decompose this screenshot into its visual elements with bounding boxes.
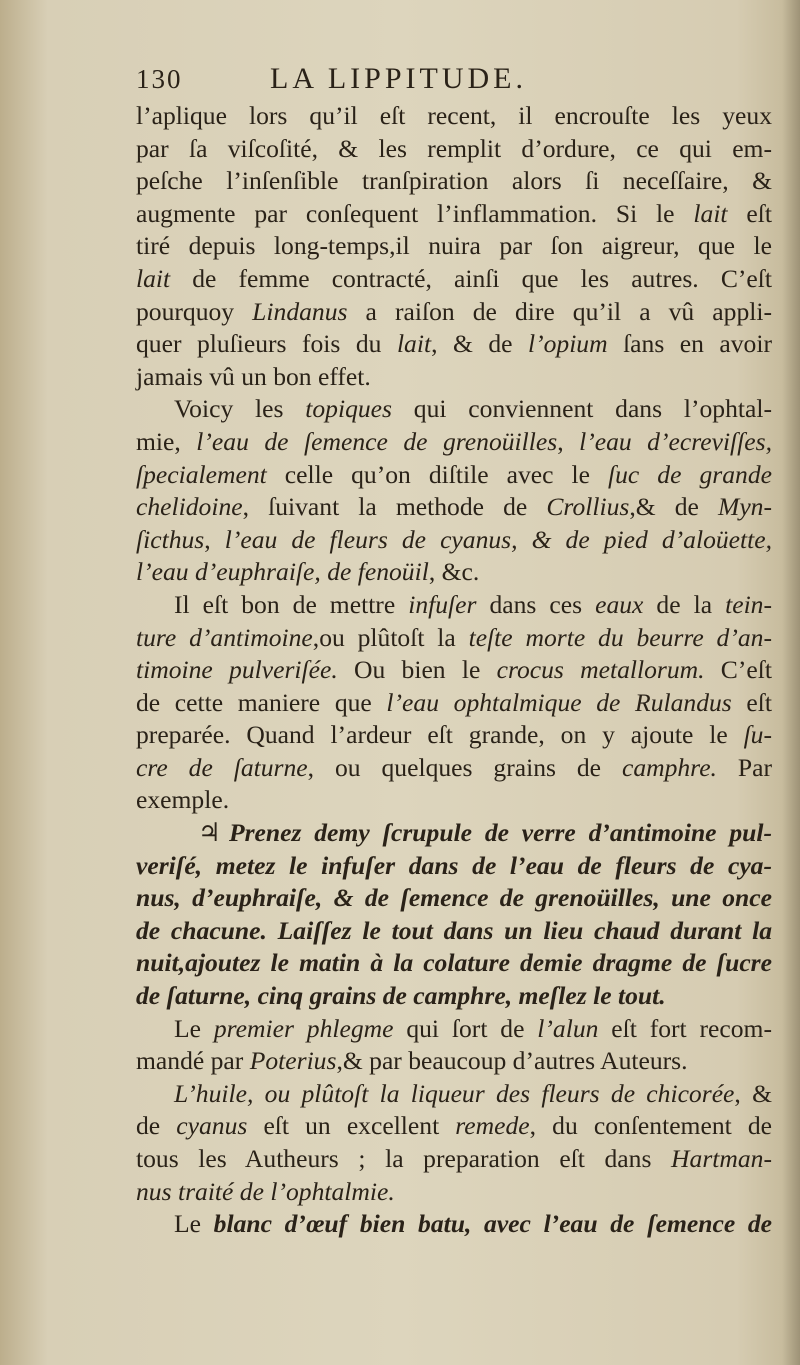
text-line [136, 622, 772, 655]
text-segment: par ſa viſcoſité, & les remplit d’ordure, ce qui em- [136, 133, 772, 163]
text-line [136, 459, 772, 492]
text-segment: l’eau de ſemence de grenoüilles [196, 426, 558, 456]
text-segment: eaux [595, 589, 644, 619]
text-line [136, 426, 772, 459]
text-segment: Il eſt bon de mettre [174, 589, 409, 619]
text-segment: eſt [727, 198, 772, 228]
text-line [136, 524, 772, 557]
text-segment: timoine pulveriſée. [136, 655, 338, 685]
text-line [136, 687, 772, 720]
text-segment: , &c. [428, 557, 480, 587]
text-segment: de chacune. Laiſſez le tout dans un lieu chaud durant la [136, 915, 772, 945]
text-line [136, 100, 772, 133]
text-line [136, 263, 772, 296]
text-line [136, 1045, 772, 1078]
text-line [136, 752, 772, 785]
text-line [136, 1078, 772, 1111]
text-line [136, 328, 772, 361]
text-segment: teſte morte du beurre d’an- [468, 622, 772, 652]
text-segment: blanc d’œuf bien batu, avec l’eau de ſemence de [213, 1209, 772, 1239]
text-segment: pourquoy [136, 296, 253, 326]
text-segment: , du conſentement de [529, 1111, 772, 1141]
text-segment: augmente par conſequent l’inflammation. Si le [136, 198, 694, 228]
text-segment: l’eau de fleurs de cyanus, & de pied d’aloüette, [224, 524, 772, 554]
text-segment: qui ſort de [393, 1013, 538, 1043]
text-segment: lait [396, 329, 432, 359]
text-line [136, 589, 772, 622]
text-segment: , ſuivant la methode de [242, 492, 547, 522]
text-line [136, 1013, 772, 1046]
text-segment: l’eau ophtalmique de Rulandus [386, 687, 732, 717]
text-segment: Ou bien le [337, 655, 497, 685]
text-segment: Prenez demy ſcrupule de verre d’antimoine pul- [228, 818, 772, 848]
text-line [136, 198, 772, 231]
text-line [136, 230, 772, 263]
text-block [136, 62, 772, 1241]
text-segment: Myn- [718, 492, 772, 522]
text-segment: quer pluſieurs fois du [136, 329, 397, 359]
recipe-symbol: ♃ [198, 818, 221, 848]
text-line [136, 882, 772, 915]
text-segment: tous les Autheurs ; la preparation eſt dans [136, 1144, 672, 1173]
text-segment: crocus metallorum. [496, 655, 705, 685]
text-segment: Poterius [249, 1046, 337, 1076]
text-segment: de [136, 1111, 177, 1141]
text-segment: nus traité de l’ophtalmie. [136, 1176, 395, 1206]
text-segment: ,& de [629, 492, 718, 522]
text-segment: l’eau d’ecreviſſes, [579, 426, 772, 456]
text-segment: , [557, 426, 580, 456]
text-line [136, 165, 772, 198]
text-segment: eſt fort recom- [598, 1013, 772, 1043]
text-segment: ſuc de grande [608, 459, 772, 489]
text-line [136, 361, 772, 394]
text-segment: ,ou plûtoſt la [312, 622, 469, 652]
text-segment: , & [734, 1078, 772, 1108]
text-segment: ture d’antimoine [136, 622, 313, 652]
text-line [136, 1208, 772, 1241]
text-segment: ſans en avoir [607, 329, 772, 359]
text-segment: L’huile, ou plûtoſt la liqueur des fleurs de chicorée [174, 1078, 735, 1108]
text-line [136, 1176, 772, 1209]
text-segment: de cette maniere que [136, 687, 387, 717]
text-segment: tein- [725, 589, 772, 619]
text-segment: ſicthus [136, 524, 205, 554]
text-segment: cyanus [176, 1111, 248, 1141]
text-segment: veriſé, metez le infuſer dans de l’eau de fleurs de cya- [136, 850, 772, 880]
text-segment: peſche l’inſenſible tranſpiration alors ſi neceſſaire, & [136, 166, 772, 196]
text-segment: lait [136, 263, 171, 293]
text-line [136, 296, 772, 329]
text-segment: eſt [731, 687, 772, 717]
text-segment: , & de [431, 329, 528, 359]
text-segment: nus, d’euphraiſe, & de ſemence de grenoüilles, une once [136, 883, 772, 913]
text-line [136, 719, 772, 752]
text-line [136, 133, 772, 166]
text-line [136, 393, 772, 426]
text-line [136, 654, 772, 687]
text-segment: camphre. [621, 752, 717, 782]
text-segment: Hartman- [671, 1144, 772, 1173]
text-segment: mandé par [136, 1046, 250, 1076]
text-segment: de ſaturne, cinq grains de camphre, meſlez le tout. [136, 981, 666, 1011]
running-head [136, 62, 772, 100]
page-number: 130 [136, 64, 183, 94]
text-line [136, 947, 772, 980]
text-line [136, 980, 772, 1013]
text-segment: nuit,ajoutez le matin à la colature demie dragme de ſucre [136, 948, 772, 978]
text-segment: eſt un excellent [247, 1111, 456, 1141]
text-segment: Par [716, 752, 773, 782]
text-line [136, 1143, 772, 1176]
text-segment: ſu- [743, 720, 772, 750]
text-segment: dans ces [476, 589, 596, 619]
text-segment: preparée. Quand l’ardeur eſt grande, on y ajoute le [136, 720, 744, 750]
text-line [136, 850, 772, 883]
text-segment: remede [455, 1111, 530, 1141]
text-line [136, 784, 772, 817]
text-segment: a raiſon de dire qu’il a vû appli- [347, 296, 772, 326]
running-title: LA LIPPITUDE. [270, 62, 527, 95]
text-segment: l’alun [537, 1013, 599, 1043]
text-segment: l’aplique lors qu’il eſt recent, il encrouſte les yeux [136, 101, 772, 130]
text-segment: l’eau d’euphraiſe, de fenoüil [136, 557, 429, 587]
text-line [136, 556, 772, 589]
page-gutter-shadow [782, 0, 800, 1365]
text-segment: mie, [136, 426, 197, 456]
text-line [136, 915, 772, 948]
text-segment: de femme contracté, ainſi que les autres. C’eſt [170, 263, 772, 293]
text-segment: Lindanus [252, 296, 348, 326]
text-segment: , [204, 524, 225, 554]
text-segment: Le [174, 1013, 214, 1043]
body-text [136, 100, 772, 1241]
text-segment: celle qu’on diſtile avec le [266, 459, 608, 489]
text-line [136, 1110, 772, 1143]
text-segment: ,& par beaucoup d’autres Auteurs. [336, 1046, 688, 1076]
text-segment: premier phlegme [213, 1013, 394, 1043]
text-segment: Le [174, 1209, 214, 1239]
text-segment: cre de ſaturne [136, 752, 308, 782]
text-segment: l’opium [527, 329, 608, 359]
text-segment: exemple. [136, 785, 230, 815]
text-segment: Voicy les [174, 394, 306, 424]
text-segment: tiré depuis long-temps,il nuira par ſon aigreur, que le [136, 231, 772, 261]
text-line [136, 491, 772, 524]
text-segment: C’eſt [704, 655, 772, 685]
text-segment: topiques [305, 394, 392, 424]
text-line [136, 817, 772, 850]
text-segment: , ou quelques grains de [307, 752, 622, 782]
text-segment: lait [693, 198, 728, 228]
text-segment: Crollius [546, 492, 630, 522]
text-segment: ſpecialement [136, 459, 267, 489]
text-segment: de la [643, 589, 726, 619]
text-segment: qui conviennent dans l’ophtal- [392, 394, 772, 424]
text-segment: jamais vû un bon effet. [136, 361, 371, 391]
text-segment: infuſer [408, 589, 477, 619]
text-segment: chelidoine [136, 492, 243, 522]
